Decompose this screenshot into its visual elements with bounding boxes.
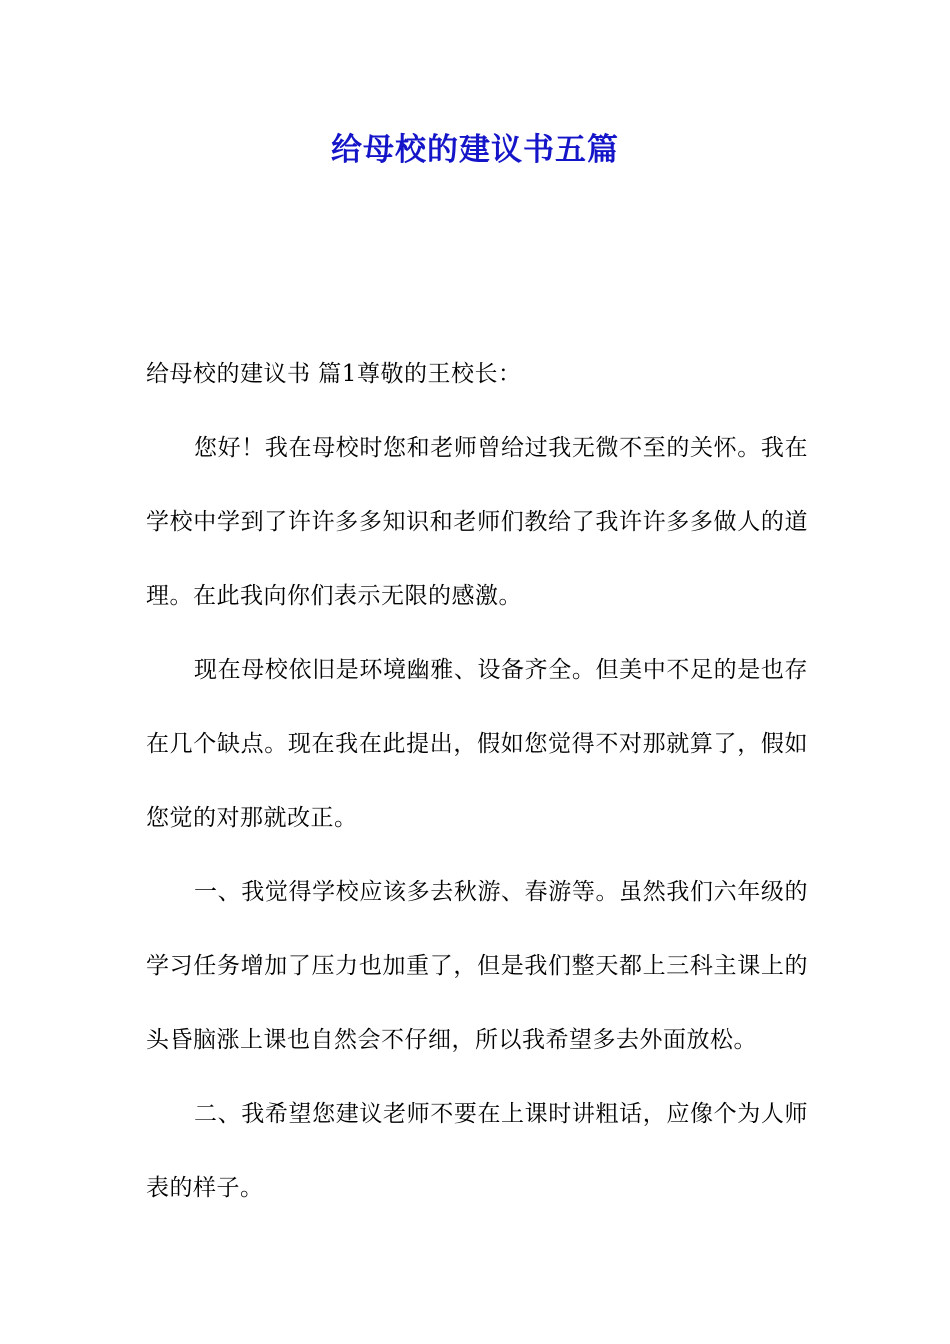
salutation-paragraph: 给母校的建议书 篇1尊敬的王校长： — [146, 361, 522, 387]
body-paragraph: 您好！我在母校时您和老师曾给过我无微不至的关怀。我在学校中学到了许许多多知识和老师们教给了我许许多多做人的道理。在此我向你们表示无限的感激。 — [146, 435, 808, 609]
document-title: 给母校的建议书五篇 — [331, 132, 619, 168]
document-body — [146, 337, 808, 1225]
body-paragraph: 现在母校依旧是环境幽雅、设备齐全。但美中不足的是也存在几个缺点。现在我在此提出，假如您觉得不对那就算了，假如您觉的对那就改正。 — [146, 657, 808, 831]
body-paragraph: 二、我希望您建议老师不要在上课时讲粗话，应像个为人师表的样子。 — [146, 1101, 808, 1201]
body-paragraph: 一、我觉得学校应该多去秋游、春游等。虽然我们六年级的学习任务增加了压力也加重了，但是我们整天都上三科主课上的头昏脑涨上课也自然会不仔细，所以我希望多去外面放松。 — [146, 879, 808, 1053]
